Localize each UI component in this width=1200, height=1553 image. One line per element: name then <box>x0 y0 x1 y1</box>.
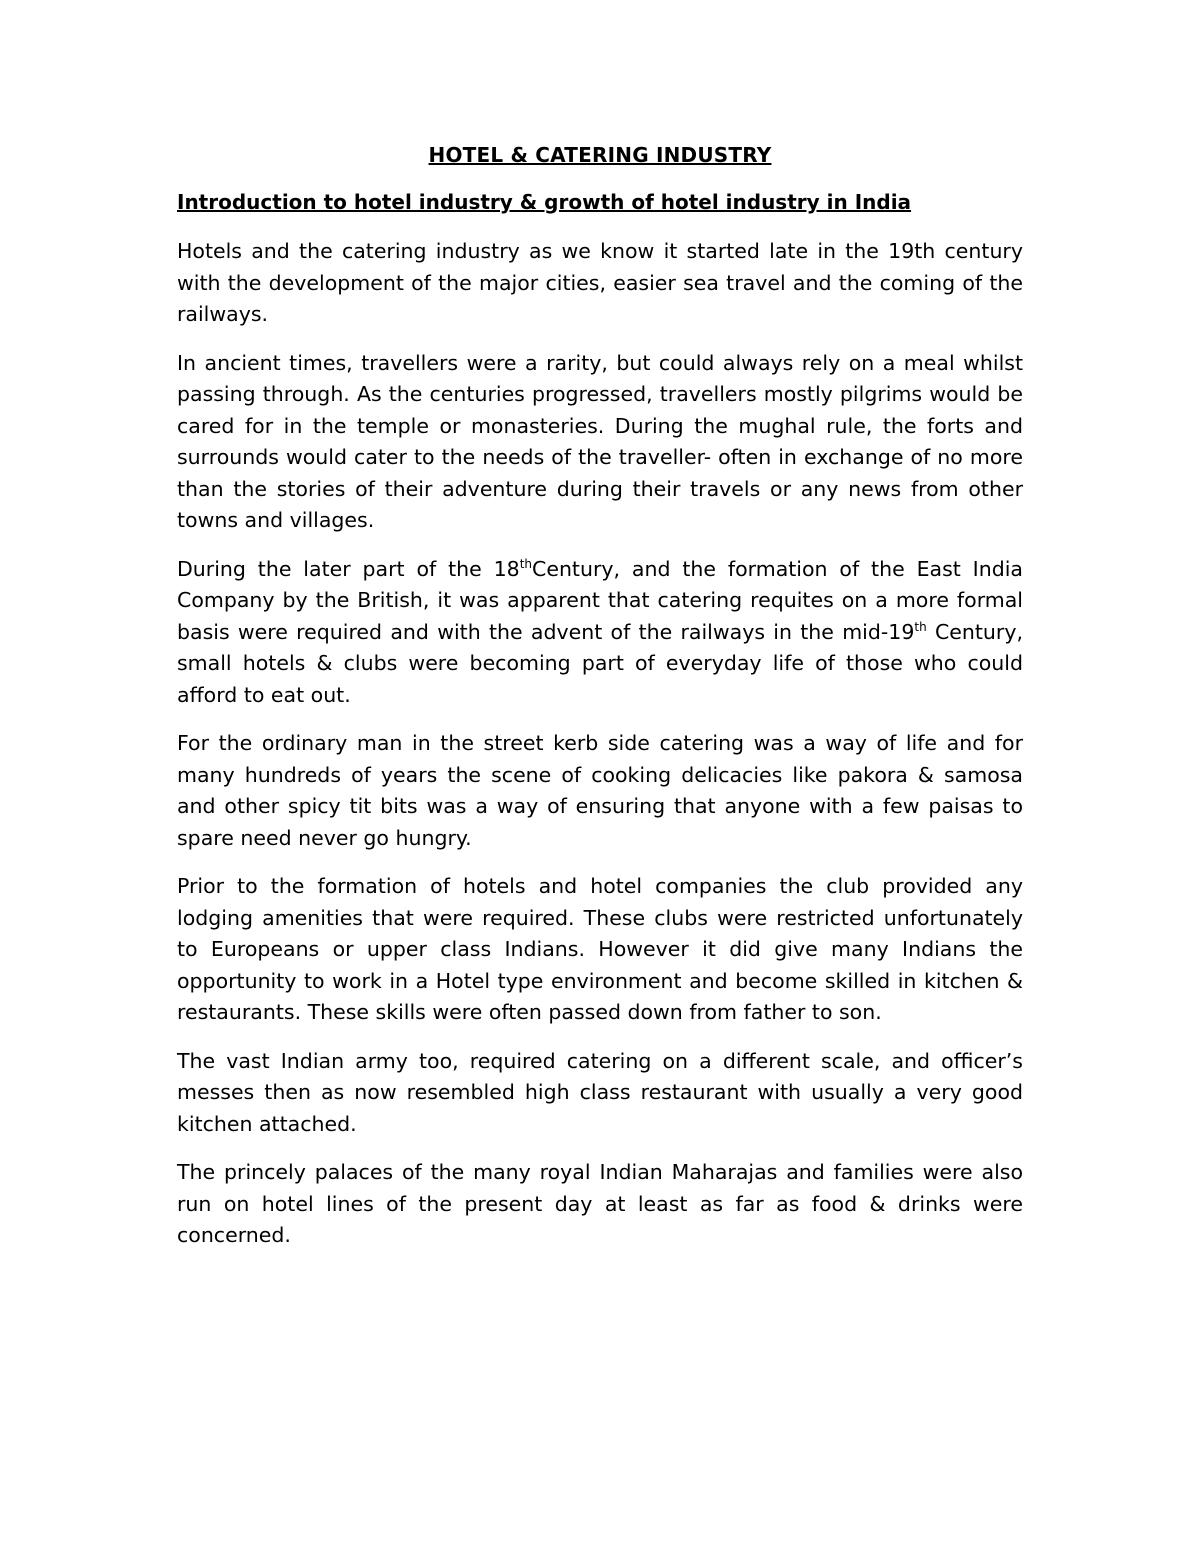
superscript-th-2: th <box>914 619 927 634</box>
section-heading: Introduction to hotel industry & growth of hotel industry in India <box>177 190 912 214</box>
document-page <box>177 140 1023 1269</box>
paragraph-3-text-1: During the later part of the 18 <box>177 556 520 581</box>
paragraph-3-text-3: Century, small hotels & clubs were becoming part of everyday life of those who could afford to eat out. <box>177 619 1023 707</box>
paragraph-7: The princely palaces of the many royal Indian Maharajas and families were also run on hotel lines of the present day at least as far as food & drinks were concerned. <box>177 1160 1023 1247</box>
paragraph-3 <box>177 554 1023 712</box>
paragraph-1: Hotels and the catering industry as we know it started late in the 19th century with the development of the major cities, easier sea travel and the coming of the railways. <box>177 239 1023 326</box>
paragraph-5: Prior to the formation of hotels and hotel companies the club provided any lodging amenities that were required. These clubs were restricted unfortunately to Europeans or upper class Indians. However it did give many Indians the opportunity to work in a Hotel type environment and become skilled in kitchen & restaurants. These skills were often passed down from father to son. <box>177 874 1023 1024</box>
superscript-th-1: th <box>519 556 533 571</box>
document-title: HOTEL & CATERING INDUSTRY <box>428 143 772 167</box>
paragraph-4: For the ordinary man in the street kerb side catering was a way of life and for many hundreds of years the scene of cooking delicacies like pakora & samosa and other spicy tit bits was a way of ensuring that anyone with a few paisas to spare need never go hungry. <box>177 731 1023 850</box>
paragraph-2: In ancient times, travellers were a rarity, but could always rely on a meal whilst passing through. As the centuries progressed, travellers mostly pilgrims would be cared for in the temple or monasteries. During the mughal rule, the forts and surrounds would cater to the needs of the traveller- often in exchange of no more than the stories of their adventure during their travels or any news from other towns and villages. <box>177 350 1023 532</box>
paragraph-3-text-2: Century, and the formation of the East India Company by the British, it was apparent that catering requites on a more formal basis were required and with the advent of the railways in the mid-19 <box>177 556 1023 644</box>
paragraph-6: The vast Indian army too, required catering on a different scale, and officer’s messes then as now resembled high class restaurant with usually a very good kitchen attached. <box>177 1048 1023 1136</box>
